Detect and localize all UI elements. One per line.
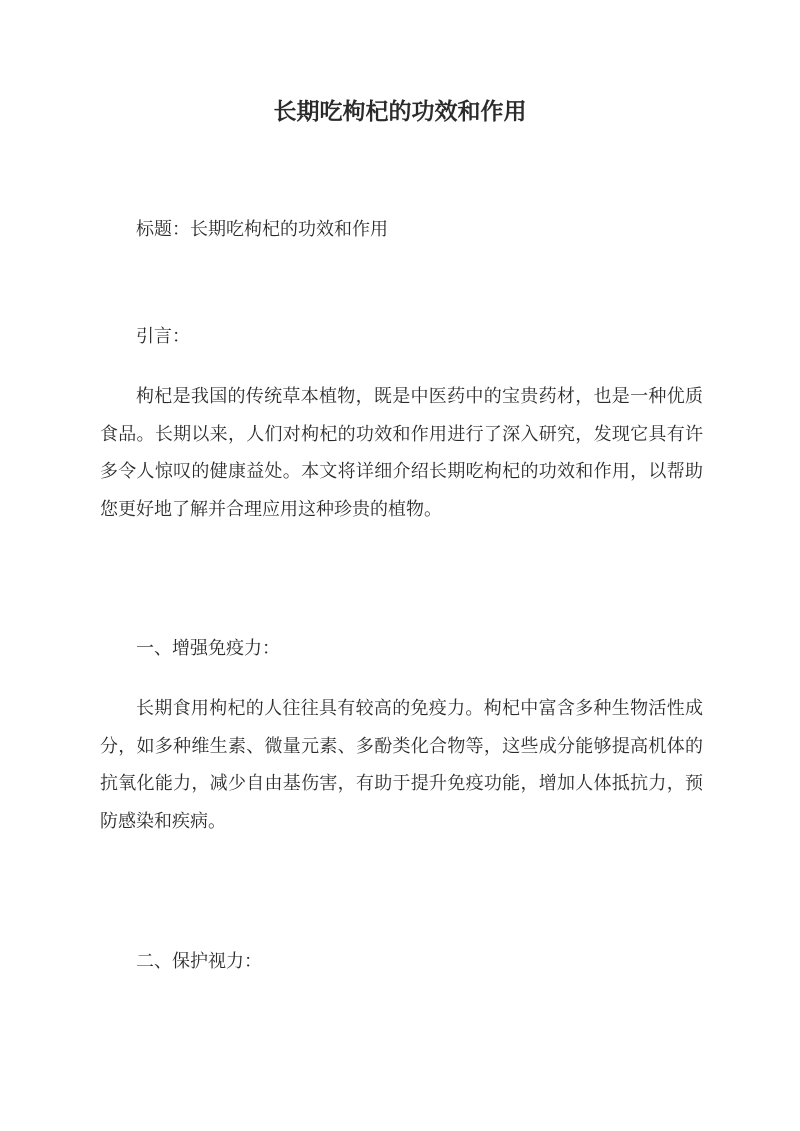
section-1-paragraph: 长期食用枸杞的人往往具有较高的免疫力。枸杞中富含多种生物活性成分，如多种维生素、微量元素、多酚类化合物等，这些成分能够提高机体的抗氧化能力，减少自由基伤害，有助于提升免疫功能，增加人体抵抗力，预防感染和疾病。 xyxy=(100,698,703,832)
section-1-heading: 一、增强免疫力： xyxy=(136,638,280,659)
section-2-heading: 二、保护视力： xyxy=(136,951,262,972)
document-title: 长期吃枸杞的功效和作用 xyxy=(273,98,527,125)
subtitle-line: 标题：长期吃枸杞的功效和作用 xyxy=(136,219,388,240)
intro-paragraph: 枸杞是我国的传统草本植物，既是中医药中的宝贵药材，也是一种优质食品。长期以来，人们对枸杞的功效和作用进行了深入研究，发现它具有许多令人惊叹的健康益处。本文将详细介绍长期吃枸杞的功效和作用，以帮助您更好地了解并合理应用这种珍贵的植物。 xyxy=(100,386,703,520)
intro-heading: 引言： xyxy=(136,326,190,347)
